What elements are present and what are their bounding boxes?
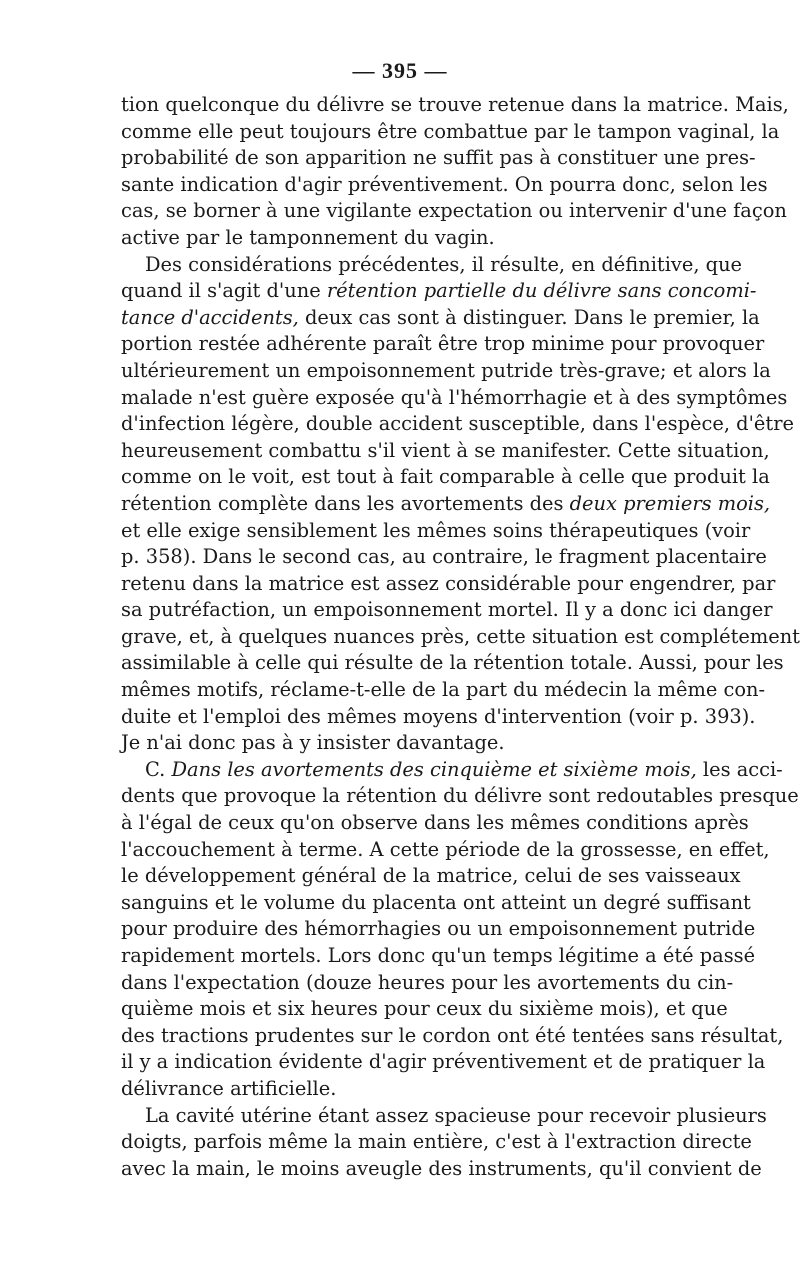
text-line	[121, 438, 770, 465]
text-line	[121, 1103, 767, 1130]
italic-text: Dans les avortements des cinquième et sixième mois,	[171, 757, 697, 781]
italic-text: rétention partielle du délivre sans concomi-	[326, 279, 757, 303]
text-line	[121, 1023, 784, 1050]
text-line	[121, 305, 760, 332]
text-segment: comme elle peut toujours être combattue par le tampon vaginal, la	[121, 119, 780, 143]
text-segment: et elle exige sensiblement les mêmes soins thérapeutiques (voir	[121, 518, 751, 542]
text-line	[121, 385, 788, 412]
text-line	[121, 1049, 766, 1076]
text-segment: rapidement mortels. Lors donc qu'un temps légitime a été passé	[121, 944, 756, 967]
text-line	[121, 890, 751, 917]
text-segment: rétention complète dans les avortements des	[121, 491, 570, 515]
text-segment: il y a indication évidente d'agir préventivement et de pratiquer la	[121, 1050, 766, 1074]
text-segment: doigts, parfois même la main entière, c'est à l'extraction directe	[121, 1130, 752, 1154]
text-line	[121, 518, 751, 545]
paragraph	[121, 757, 799, 1103]
text-line	[121, 411, 794, 438]
text-segment: le développement général de la matrice, celui de ses vaisseaux	[121, 864, 741, 888]
paragraph	[121, 252, 800, 757]
text-line	[121, 1076, 671, 1103]
text-line	[121, 916, 756, 943]
text-line	[121, 970, 734, 997]
text-segment: duite et l'emploi des mêmes moyens d'intervention (voir p. 393).	[121, 704, 756, 728]
text-line	[121, 1156, 762, 1183]
text-segment: comme on le voit, est tout à fait comparable à celle que produit la	[121, 465, 770, 489]
text-line	[121, 597, 773, 624]
text-segment: Des considérations précédentes, il résulte, en définitive, que	[145, 252, 743, 276]
text-segment: heureusement combattu s'il vient à se manifester. Cette situation,	[121, 438, 770, 462]
text-line	[121, 783, 799, 810]
text-line	[121, 544, 767, 571]
paragraph	[121, 92, 789, 252]
text-line	[121, 943, 756, 970]
text-line	[121, 225, 671, 252]
text-segment: les acci-	[696, 757, 783, 781]
text-line	[121, 491, 771, 518]
text-segment: dans l'expectation (douze heures pour les avortements du cin-	[121, 970, 734, 994]
text-segment: quième mois et six heures pour ceux du sixième mois), et que	[121, 997, 728, 1021]
text-line	[121, 650, 784, 677]
text-segment: délivrance artificielle.	[121, 1076, 337, 1100]
text-segment: sa putréfaction, un empoisonnement mortel. Il y a donc ici danger	[121, 598, 773, 622]
italic-text: deux premiers mois,	[569, 491, 771, 515]
text-line	[121, 704, 756, 731]
text-line	[121, 172, 768, 199]
text-line	[121, 145, 756, 172]
text-line	[121, 92, 789, 119]
text-segment: dents que provoque la rétention du délivre sont redoutables presque	[121, 784, 799, 808]
text-segment: La cavité utérine étant assez spacieuse pour recevoir plusieurs	[145, 1103, 767, 1127]
text-segment: malade n'est guère exposée qu'à l'hémorrhagie et à des symptômes	[121, 385, 788, 409]
text-line	[121, 571, 776, 598]
text-segment: Je n'ai donc pas à y insister davantage.	[121, 731, 505, 755]
text-line	[121, 464, 770, 491]
text-segment: à l'égal de ceux qu'on observe dans les mêmes conditions après	[121, 811, 749, 835]
text-segment: C.	[145, 757, 172, 781]
text-segment: tion quelconque du délivre se trouve retenue dans la matrice. Mais,	[121, 93, 789, 116]
text-line	[121, 757, 783, 784]
italic-text: tance d'accidents,	[121, 305, 299, 329]
text-segment: des tractions prudentes sur le cordon ont été tentées sans résultat,	[121, 1023, 784, 1047]
text-segment: ultérieurement un empoisonnement putride très-grave; et alors la	[121, 358, 771, 382]
text-segment: retenu dans la matrice est assez considérable pour engendrer, par	[121, 571, 776, 595]
paragraph	[121, 1103, 767, 1183]
text-line	[121, 730, 671, 757]
text-line	[121, 278, 757, 305]
text-segment: pour produire des hémorrhagies ou un empoisonnement putride	[121, 917, 756, 941]
text-line	[121, 863, 741, 890]
text-segment: active par le tamponnement du vagin.	[121, 225, 495, 249]
text-line	[121, 996, 728, 1023]
text-segment: mêmes motifs, réclame-t-elle de la part du médecin la même con-	[121, 678, 766, 702]
text-segment: sante indication d'agir préventivement. On pourra donc, selon les	[121, 172, 768, 196]
text-segment: probabilité de son apparition ne suffit pas à constituer une pres-	[121, 146, 756, 170]
text-line	[121, 119, 780, 146]
text-segment: quand il s'agit d'une	[121, 279, 327, 303]
text-segment: l'accouchement à terme. A cette période de la grossesse, en effet,	[121, 837, 770, 861]
text-segment: assimilable à celle qui résulte de la rétention totale. Aussi, pour les	[121, 651, 784, 675]
text-line	[121, 198, 787, 225]
text-line	[121, 677, 766, 704]
text-segment: avec la main, le moins aveugle des instruments, qu'il convient de	[121, 1156, 762, 1180]
text-line	[121, 252, 743, 279]
text-line	[121, 1129, 752, 1156]
text-line	[121, 837, 770, 864]
text-line	[121, 331, 765, 358]
text-segment: sanguins et le volume du placenta ont atteint un degré suffisant	[121, 890, 751, 914]
text-line	[121, 624, 800, 651]
text-segment: deux cas sont à distinguer. Dans le premier, la	[298, 305, 760, 329]
text-segment: grave, et, à quelques nuances près, cette situation est complétement	[121, 624, 800, 648]
text-segment: portion restée adhérente paraît être trop minime pour provoquer	[121, 332, 765, 356]
text-segment: cas, se borner à une vigilante expectation ou intervenir d'une façon	[121, 199, 787, 223]
page-number: — 395 —	[352, 58, 448, 83]
text-line	[121, 358, 771, 385]
text-segment: p. 358). Dans le second cas, au contraire, le fragment placentaire	[121, 545, 767, 569]
text-segment: d'infection légère, double accident susceptible, dans l'espèce, d'être	[121, 412, 794, 436]
body-text	[121, 92, 800, 1182]
text-line	[121, 810, 749, 837]
